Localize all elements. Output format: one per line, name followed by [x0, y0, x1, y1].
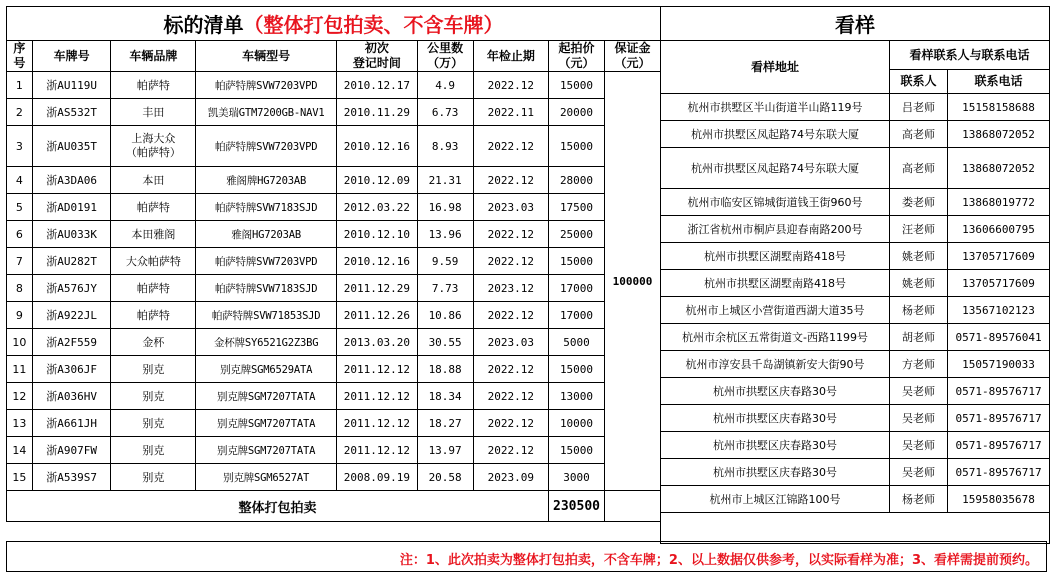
table-row — [7, 248, 661, 275]
mileage: 20.58 — [417, 464, 473, 491]
table-row — [661, 405, 1050, 432]
mileage: 21.31 — [417, 167, 473, 194]
inspection-date: 2023.09 — [473, 464, 549, 491]
vehicle-model: 帕萨特牌SVW7183SJD — [196, 194, 337, 221]
start-price-header: 起拍价 （元） — [549, 41, 605, 72]
row-number: 11 — [7, 356, 33, 383]
viewing-title: 看样 — [661, 7, 1050, 41]
plate-number: 浙A661JH — [32, 410, 111, 437]
plate-number: 浙A907FW — [32, 437, 111, 464]
table-row — [7, 302, 661, 329]
contact-phone: 13705717609 — [948, 270, 1050, 297]
vehicle-list-table — [6, 6, 661, 522]
vehicle-model: 雅阁牌HG7203AB — [196, 167, 337, 194]
registration-date: 2012.03.22 — [337, 194, 418, 221]
inspection-date: 2022.12 — [473, 126, 549, 167]
row-number: 12 — [7, 383, 33, 410]
plate-header: 车牌号 — [32, 41, 111, 72]
vehicle-model: 别克牌SGM7207TATA — [196, 383, 337, 410]
registration-date: 2013.03.20 — [337, 329, 418, 356]
vehicle-model: 帕萨特牌SVW7203VPD — [196, 72, 337, 99]
plate-number: 浙AU033K — [32, 221, 111, 248]
contact-person: 杨老师 — [890, 297, 948, 324]
start-price: 15000 — [549, 248, 605, 275]
registration-date: 2011.12.12 — [337, 356, 418, 383]
start-price: 3000 — [549, 464, 605, 491]
contact-phone: 15057190033 — [948, 351, 1050, 378]
table-row — [661, 459, 1050, 486]
mileage: 10.86 — [417, 302, 473, 329]
row-number: 4 — [7, 167, 33, 194]
plate-number: 浙AU035T — [32, 126, 111, 167]
plate-number: 浙A2F559 — [32, 329, 111, 356]
viewing-address: 杭州市拱墅区庆春路30号 — [661, 459, 890, 486]
contact-group-header: 看样联系人与联系电话 — [890, 41, 1050, 70]
table-row — [7, 329, 661, 356]
registration-date: 2011.12.12 — [337, 410, 418, 437]
table-row — [7, 167, 661, 194]
mileage: 18.34 — [417, 383, 473, 410]
start-price: 28000 — [549, 167, 605, 194]
table-row — [661, 297, 1050, 324]
vehicle-model: 帕萨特牌SVW7203VPD — [196, 126, 337, 167]
row-number: 8 — [7, 275, 33, 302]
registration-date: 2010.12.16 — [337, 248, 418, 275]
mileage: 9.59 — [417, 248, 473, 275]
registration-date: 2010.12.10 — [337, 221, 418, 248]
table-row — [7, 194, 661, 221]
table-row — [7, 410, 661, 437]
inspection-date: 2023.12 — [473, 275, 549, 302]
start-price: 17500 — [549, 194, 605, 221]
table-row — [661, 432, 1050, 459]
contact-phone: 0571-89576717 — [948, 459, 1050, 486]
table-row — [7, 464, 661, 491]
contact-person: 姚老师 — [890, 243, 948, 270]
plate-number: 浙AS532T — [32, 99, 111, 126]
address-header: 看样地址 — [661, 41, 890, 94]
contact-phone: 13868019772 — [948, 189, 1050, 216]
mileage: 6.73 — [417, 99, 473, 126]
registration-date: 2011.12.26 — [337, 302, 418, 329]
vehicle-brand: 本田 — [111, 167, 196, 194]
phone-header: 联系电话 — [948, 70, 1050, 94]
model-header: 车辆型号 — [196, 41, 337, 72]
vehicle-brand: 别克 — [111, 410, 196, 437]
start-price: 17000 — [549, 302, 605, 329]
row-number: 2 — [7, 99, 33, 126]
inspection-date: 2022.12 — [473, 221, 549, 248]
table-row — [7, 221, 661, 248]
vehicle-brand: 别克 — [111, 356, 196, 383]
total-label: 整体打包拍卖 — [7, 491, 549, 522]
table-row — [7, 356, 661, 383]
registration-date: 2010.12.16 — [337, 126, 418, 167]
deposit-value: 100000 — [604, 72, 660, 491]
mileage: 16.98 — [417, 194, 473, 221]
start-price: 20000 — [549, 99, 605, 126]
inspection-date: 2022.12 — [473, 72, 549, 99]
note-text: 注：1、此次拍卖为整体打包拍卖，不含车牌；2、以上数据仅供参考，以实际看样为准；3、看样需提前预约。 — [399, 553, 1038, 568]
inspection-date: 2022.12 — [473, 383, 549, 410]
table-row — [7, 126, 661, 167]
viewing-address: 杭州市余杭区五常街道文-西路1199号 — [661, 324, 890, 351]
contact-person: 娄老师 — [890, 189, 948, 216]
viewing-address: 杭州市淳安县千岛湖镇新安大街90号 — [661, 351, 890, 378]
viewing-address: 杭州市拱墅区庆春路30号 — [661, 405, 890, 432]
vehicle-model: 帕萨特牌SVW71853SJD — [196, 302, 337, 329]
vehicle-brand: 金杯 — [111, 329, 196, 356]
vehicle-model: 别克牌SGM6529ATA — [196, 356, 337, 383]
start-price: 13000 — [549, 383, 605, 410]
table-row — [7, 383, 661, 410]
mileage: 30.55 — [417, 329, 473, 356]
viewing-footer-cell — [661, 513, 1050, 544]
registration-date: 2010.11.29 — [337, 99, 418, 126]
row-number: 13 — [7, 410, 33, 437]
mileage: 8.93 — [417, 126, 473, 167]
inspection-date: 2022.12 — [473, 248, 549, 275]
inspection-date: 2022.12 — [473, 437, 549, 464]
mileage: 4.9 — [417, 72, 473, 99]
mileage: 13.97 — [417, 437, 473, 464]
seq-header: 序 号 — [7, 41, 33, 72]
contact-person: 姚老师 — [890, 270, 948, 297]
contact-header: 联系人 — [890, 70, 948, 94]
deposit-header: 保证金 （元） — [604, 41, 660, 72]
row-number: 5 — [7, 194, 33, 221]
viewing-address: 杭州市上城区小营街道西湖大道35号 — [661, 297, 890, 324]
viewing-address: 杭州市拱墅区凤起路74号东联大厦 — [661, 148, 890, 189]
plate-number: 浙AD0191 — [32, 194, 111, 221]
registration-date: 2010.12.09 — [337, 167, 418, 194]
list-title — [7, 7, 661, 41]
contact-phone: 0571-89576717 — [948, 405, 1050, 432]
plate-number: 浙A539S7 — [32, 464, 111, 491]
mileage: 7.73 — [417, 275, 473, 302]
contact-phone: 15158158688 — [948, 94, 1050, 121]
row-number: 14 — [7, 437, 33, 464]
row-number: 7 — [7, 248, 33, 275]
vehicle-model: 别克牌SGM7207TATA — [196, 410, 337, 437]
contact-phone: 13606600795 — [948, 216, 1050, 243]
contact-person: 吕老师 — [890, 94, 948, 121]
contact-person: 吴老师 — [890, 432, 948, 459]
contact-person: 方老师 — [890, 351, 948, 378]
plate-number: 浙A922JL — [32, 302, 111, 329]
viewing-address: 杭州市拱墅区庆春路30号 — [661, 432, 890, 459]
contact-person: 高老师 — [890, 121, 948, 148]
vehicle-brand: 帕萨特 — [111, 275, 196, 302]
table-row — [661, 243, 1050, 270]
contact-person: 吴老师 — [890, 378, 948, 405]
vehicle-model: 帕萨特牌SVW7203VPD — [196, 248, 337, 275]
viewing-address: 杭州市拱墅区庆春路30号 — [661, 378, 890, 405]
inspection-date: 2022.11 — [473, 99, 549, 126]
registration-header: 初次 登记时间 — [337, 41, 418, 72]
table-row — [661, 189, 1050, 216]
viewing-address: 杭州市上城区江锦路100号 — [661, 486, 890, 513]
vehicle-brand: 大众帕萨特 — [111, 248, 196, 275]
table-row — [661, 216, 1050, 243]
plate-number: 浙A3DA06 — [32, 167, 111, 194]
contact-person: 胡老师 — [890, 324, 948, 351]
contact-phone: 0571-89576717 — [948, 432, 1050, 459]
contact-person: 吴老师 — [890, 459, 948, 486]
brand-header: 车辆品牌 — [111, 41, 196, 72]
vehicle-model: 凯美瑞GTM7200GB-NAV1 — [196, 99, 337, 126]
viewing-address: 杭州市拱墅区半山街道半山路119号 — [661, 94, 890, 121]
contact-person: 杨老师 — [890, 486, 948, 513]
vehicle-model: 别克牌SGM6527AT — [196, 464, 337, 491]
start-price: 15000 — [549, 126, 605, 167]
contact-person: 高老师 — [890, 148, 948, 189]
vehicle-brand: 帕萨特 — [111, 72, 196, 99]
viewing-address: 杭州市拱墅区凤起路74号东联大厦 — [661, 121, 890, 148]
row-number: 3 — [7, 126, 33, 167]
contact-phone: 0571-89576041 — [948, 324, 1050, 351]
vehicle-model: 帕萨特牌SVW7183SJD — [196, 275, 337, 302]
table-row — [7, 72, 661, 99]
table-row — [661, 324, 1050, 351]
plate-number: 浙AU282T — [32, 248, 111, 275]
registration-date: 2011.12.12 — [337, 383, 418, 410]
registration-date: 2011.12.29 — [337, 275, 418, 302]
list-title-main: 标的清单 — [163, 13, 244, 37]
plate-number: 浙AU119U — [32, 72, 111, 99]
plate-number: 浙A576JY — [32, 275, 111, 302]
table-row — [661, 378, 1050, 405]
viewing-address: 杭州市临安区锦城街道钱王街960号 — [661, 189, 890, 216]
start-price: 17000 — [549, 275, 605, 302]
contact-person: 汪老师 — [890, 216, 948, 243]
viewing-address: 杭州市拱墅区湖墅南路418号 — [661, 270, 890, 297]
vehicle-brand: 帕萨特 — [111, 194, 196, 221]
table-row — [661, 270, 1050, 297]
contact-phone: 15958035678 — [948, 486, 1050, 513]
table-row — [7, 437, 661, 464]
vehicle-model: 雅阁HG7203AB — [196, 221, 337, 248]
inspection-date: 2023.03 — [473, 194, 549, 221]
registration-date: 2010.12.17 — [337, 72, 418, 99]
viewing-address: 浙江省杭州市桐庐县迎春南路200号 — [661, 216, 890, 243]
table-row — [661, 351, 1050, 378]
vehicle-brand: 帕萨特 — [111, 302, 196, 329]
inspection-date: 2022.12 — [473, 302, 549, 329]
start-price: 15000 — [549, 437, 605, 464]
registration-date: 2011.12.12 — [337, 437, 418, 464]
list-title-accent: （整体打包拍卖、不含车牌） — [243, 13, 504, 37]
contact-phone: 13705717609 — [948, 243, 1050, 270]
table-row — [661, 94, 1050, 121]
vehicle-brand: 本田雅阁 — [111, 221, 196, 248]
note-box — [6, 541, 1047, 572]
inspection-header: 年检止期 — [473, 41, 549, 72]
mileage: 18.88 — [417, 356, 473, 383]
inspection-date: 2023.03 — [473, 329, 549, 356]
plate-number: 浙A036HV — [32, 383, 111, 410]
inspection-date: 2022.12 — [473, 410, 549, 437]
contact-phone: 0571-89576717 — [948, 378, 1050, 405]
row-number: 9 — [7, 302, 33, 329]
vehicle-brand: 别克 — [111, 383, 196, 410]
start-price: 15000 — [549, 356, 605, 383]
row-number: 6 — [7, 221, 33, 248]
total-deposit-cell — [604, 491, 660, 522]
mileage: 18.27 — [417, 410, 473, 437]
contact-phone: 13567102123 — [948, 297, 1050, 324]
vehicle-model: 金杯牌SY6521G2Z3BG — [196, 329, 337, 356]
vehicle-brand: 丰田 — [111, 99, 196, 126]
vehicle-brand: 别克 — [111, 437, 196, 464]
vehicle-model: 别克牌SGM7207TATA — [196, 437, 337, 464]
start-price: 15000 — [549, 72, 605, 99]
contact-phone: 13868072052 — [948, 121, 1050, 148]
row-number: 10 — [7, 329, 33, 356]
vehicle-brand: 上海大众 （帕萨特） — [111, 126, 196, 167]
table-row — [661, 121, 1050, 148]
start-price: 5000 — [549, 329, 605, 356]
viewing-table — [660, 6, 1050, 544]
registration-date: 2008.09.19 — [337, 464, 418, 491]
start-price: 25000 — [549, 221, 605, 248]
viewing-address: 杭州市拱墅区湖墅南路418号 — [661, 243, 890, 270]
table-row — [661, 148, 1050, 189]
contact-phone: 13868072052 — [948, 148, 1050, 189]
table-row — [7, 99, 661, 126]
contact-person: 吴老师 — [890, 405, 948, 432]
mileage-header: 公里数 （万） — [417, 41, 473, 72]
inspection-date: 2022.12 — [473, 356, 549, 383]
vehicle-brand: 别克 — [111, 464, 196, 491]
mileage: 13.96 — [417, 221, 473, 248]
inspection-date: 2022.12 — [473, 167, 549, 194]
total-value: 230500 — [549, 491, 605, 522]
row-number: 1 — [7, 72, 33, 99]
row-number: 15 — [7, 464, 33, 491]
start-price: 10000 — [549, 410, 605, 437]
table-row — [7, 275, 661, 302]
table-row — [661, 486, 1050, 513]
plate-number: 浙A306JF — [32, 356, 111, 383]
